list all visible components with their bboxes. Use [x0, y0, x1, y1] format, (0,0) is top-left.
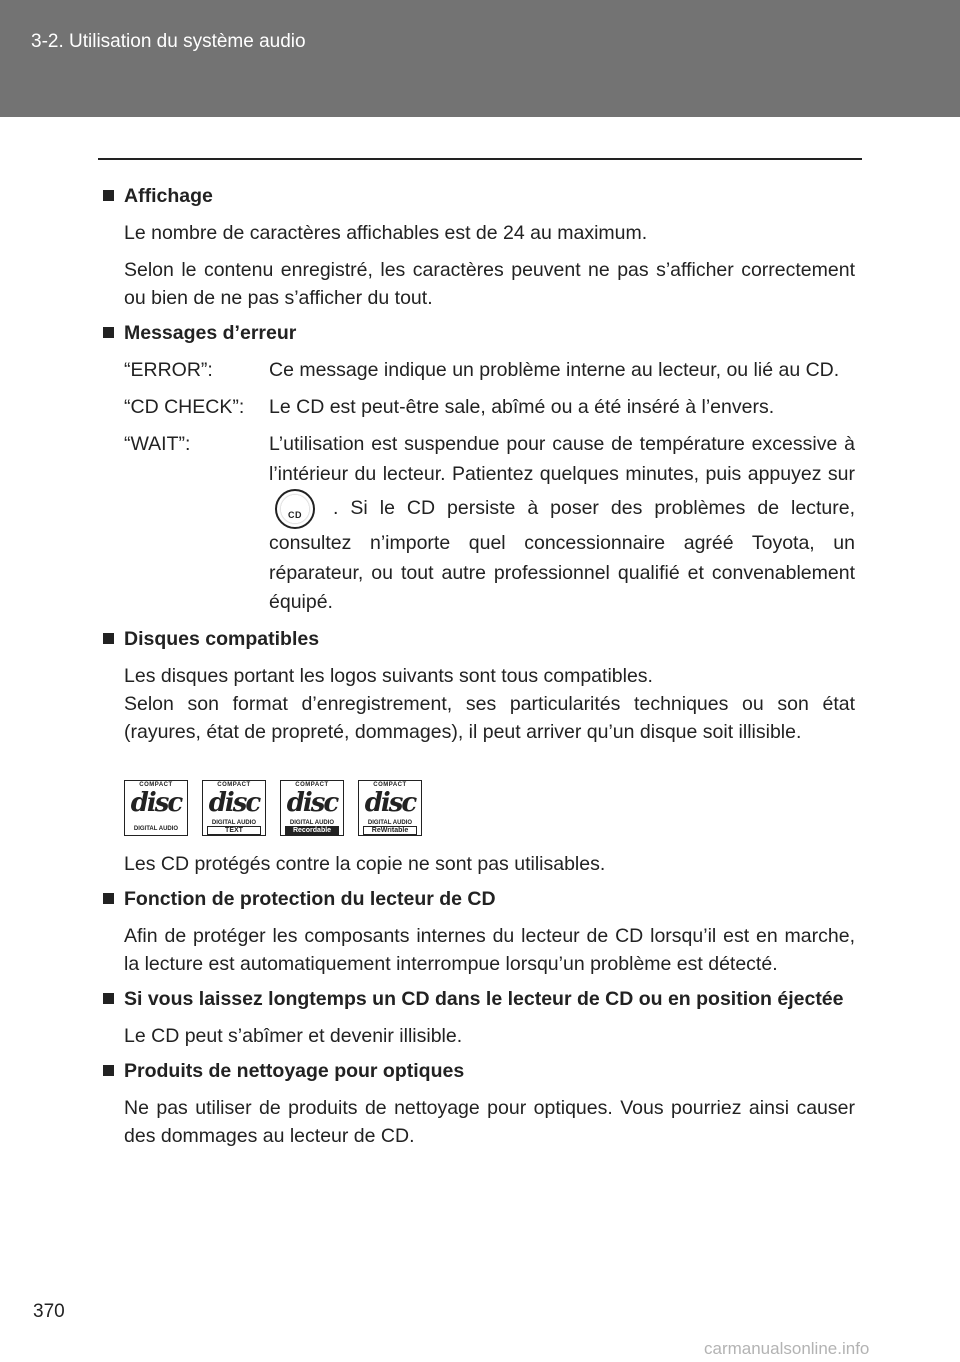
heading-affichage: Affichage	[100, 183, 855, 210]
heading-laissez: Si vous laissez longtemps un CD dans le lecteur de CD ou en position éjectée	[100, 986, 855, 1013]
compact-disc-text-logo: COMPACT disc DIGITAL AUDIO TEXT	[202, 780, 266, 836]
error-row	[100, 356, 855, 384]
heading-disques: Disques compatibles	[100, 626, 855, 653]
compact-disc-rewritable-logo: COMPACT disc DIGITAL AUDIO ReWritable	[358, 780, 422, 836]
error-code: “ERROR”:	[124, 359, 213, 381]
square-bullet-icon	[103, 893, 114, 904]
compact-disc-logo: COMPACT disc DIGITAL AUDIO	[124, 780, 188, 836]
section-title: 3-2. Utilisation du système audio	[31, 31, 306, 52]
disc-logos	[100, 780, 855, 836]
paragraph: Afin de protéger les composants internes du lecteur de CD lorsqu’il est en marche, la lecture est automatiquement interrompue lorsqu’un problème est détecté.	[124, 924, 855, 975]
paragraph: Selon son format d’enregistrement, ses particularités techniques ou son état (rayures, état de propreté, dommages), il peut arriver qu’un disque soit illisible.	[124, 692, 855, 743]
square-bullet-icon	[103, 190, 114, 201]
square-bullet-icon	[103, 633, 114, 644]
page-number: 370	[33, 1301, 65, 1322]
heading-messages: Messages d’erreur	[100, 320, 855, 347]
paragraph: Les disques portant les logos suivants sont tous compatibles.	[124, 664, 653, 687]
paragraph: Le CD peut s’abîmer et devenir illisible.	[124, 1024, 463, 1047]
error-row	[100, 430, 855, 618]
error-text: Ce message indique un problème interne au lecteur, ou lié au CD.	[269, 359, 840, 381]
error-text: L’utilisation est suspendue pour cause de température excessive à l’intérieur du lecteur. Patientez quelques minutes, puis appuyez sur CD . Si le CD persiste à poser des problèmes de lecture, consultez n’importe quel concessionnaire agréé Toyota, un réparateur, ou tout autre professionnel qualifié et convenablement équipé.	[269, 433, 855, 613]
square-bullet-icon	[103, 1065, 114, 1076]
paragraph: Ne pas utiliser de produits de nettoyage pour optiques. Vous pourriez ainsi causer des dommages au lecteur de CD.	[124, 1096, 855, 1147]
watermark: carmanualsonline.info	[704, 1339, 870, 1358]
cd-button-icon: CD	[275, 489, 315, 529]
paragraph: Selon le contenu enregistré, les caractères peuvent ne pas s’afficher correctement ou bien de ne pas s’afficher du tout.	[124, 259, 855, 309]
paragraph: Les CD protégés contre la copie ne sont pas utilisables.	[124, 852, 606, 875]
paragraph: Le nombre de caractères affichables est de 24 au maximum.	[124, 222, 648, 244]
error-code: “WAIT”:	[124, 433, 191, 455]
compact-disc-recordable-logo: COMPACT disc DIGITAL AUDIO Recordable	[280, 780, 344, 836]
heading-protection: Fonction de protection du lecteur de CD	[100, 886, 855, 913]
square-bullet-icon	[103, 993, 114, 1004]
error-row	[100, 393, 855, 421]
error-text: Le CD est peut-être sale, abîmé ou a été inséré à l’envers.	[269, 396, 775, 418]
page-content	[100, 183, 855, 1150]
header-band	[0, 0, 960, 117]
square-bullet-icon	[103, 327, 114, 338]
heading-nettoyage: Produits de nettoyage pour optiques	[100, 1058, 855, 1085]
header-rule	[98, 158, 862, 160]
error-code: “CD CHECK”:	[124, 396, 245, 418]
